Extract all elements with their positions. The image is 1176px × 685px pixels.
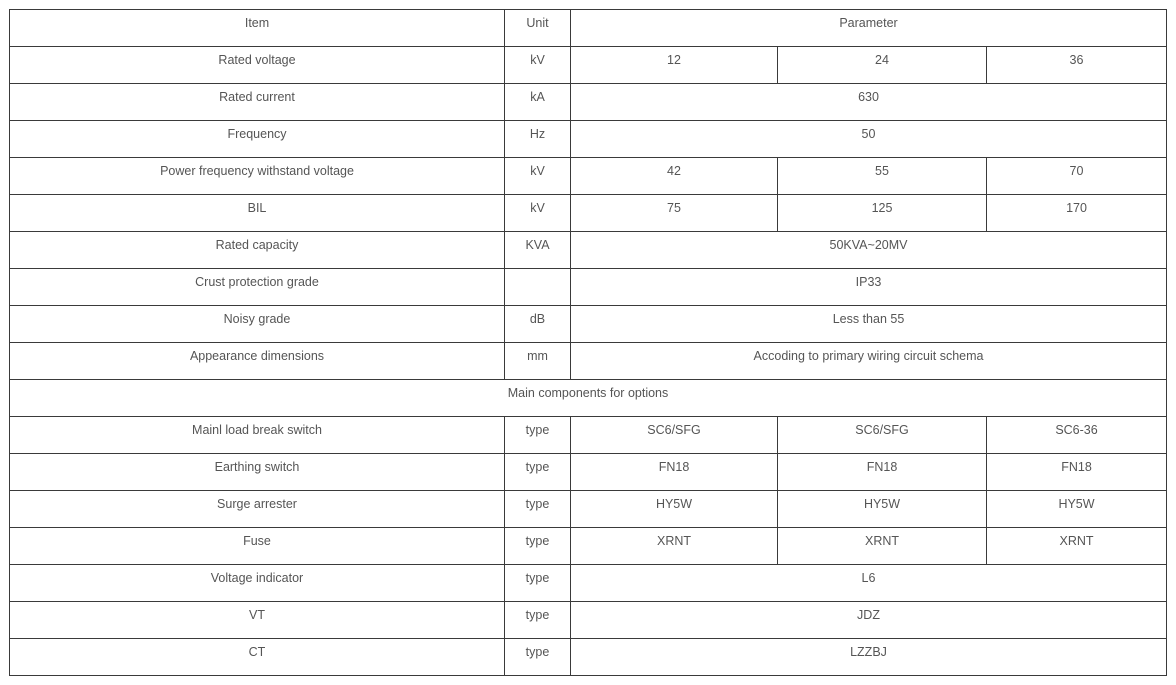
row-unit: type (525, 497, 550, 511)
table-row (10, 269, 1167, 306)
header-item: Item (244, 16, 270, 30)
row-item: Power frequency withstand voltage (160, 164, 354, 178)
row-item-cell (10, 195, 505, 232)
row-value-cell (987, 417, 1167, 454)
table-row (10, 528, 1167, 565)
row-unit: dB (529, 312, 546, 326)
row-item-cell (10, 84, 505, 121)
row-item: Rated voltage (218, 53, 296, 67)
row-item-cell (10, 343, 505, 380)
row-unit-cell (505, 47, 571, 84)
table-row (10, 602, 1167, 639)
row-item: Rated capacity (215, 238, 299, 252)
row-value: 75 (667, 201, 681, 215)
table-row (10, 639, 1167, 676)
row-value: SC6-36 (1055, 423, 1098, 437)
row-unit-cell (505, 343, 571, 380)
table-row (10, 306, 1167, 343)
row-item-cell (10, 121, 505, 158)
row-value: FN18 (658, 460, 690, 474)
table-row (10, 232, 1167, 269)
row-value-cell (571, 417, 778, 454)
row-item-cell (10, 417, 505, 454)
row-value-cell (778, 491, 987, 528)
row-item-cell (10, 602, 505, 639)
row-unit: KVA (525, 238, 550, 252)
row-value-cell (987, 454, 1167, 491)
row-value-cell (778, 417, 987, 454)
row-value-cell (778, 47, 987, 84)
row-item: Appearance dimensions (189, 349, 325, 363)
row-item-cell (10, 639, 505, 676)
row-value: JDZ (857, 608, 880, 622)
row-unit: mm (527, 349, 548, 363)
spec-table (9, 9, 1167, 676)
table-row (10, 491, 1167, 528)
row-unit: kV (530, 53, 545, 67)
row-value: 42 (667, 164, 681, 178)
row-item-cell (10, 528, 505, 565)
table-row (10, 343, 1167, 380)
row-value: Less than 55 (832, 312, 905, 326)
row-item-cell (10, 306, 505, 343)
row-value-cell (987, 528, 1167, 565)
row-unit: type (525, 460, 550, 474)
header-row (10, 10, 1167, 47)
row-item: Earthing switch (214, 460, 300, 474)
row-value: LZZBJ (850, 645, 887, 659)
row-unit-cell (505, 195, 571, 232)
row-value: 630 (858, 90, 879, 104)
row-value: 50 (861, 127, 876, 141)
row-value-cell (987, 158, 1167, 195)
row-item: Crust protection grade (195, 275, 319, 289)
row-value: HY5W (1058, 497, 1095, 511)
section-title-cell (10, 380, 1167, 417)
table-row (10, 417, 1167, 454)
row-unit: type (525, 571, 550, 585)
row-item: Noisy grade (223, 312, 291, 326)
row-value-cell (571, 528, 778, 565)
row-value: 170 (1066, 201, 1087, 215)
row-value-cell (571, 195, 778, 232)
row-value-cell (571, 158, 778, 195)
row-item-cell (10, 232, 505, 269)
row-value-cell (571, 232, 1167, 269)
row-unit-cell (505, 121, 571, 158)
row-unit-cell (505, 269, 571, 306)
row-value: 24 (875, 53, 889, 67)
row-item: Surge arrester (217, 497, 297, 511)
row-item: BIL (247, 201, 267, 215)
row-item: VT (249, 608, 265, 622)
row-item-cell (10, 454, 505, 491)
row-value: FN18 (1061, 460, 1092, 474)
row-unit: Hz (529, 127, 546, 141)
row-unit-cell (505, 528, 571, 565)
section-title: Main components for options (507, 386, 669, 400)
table-row (10, 121, 1167, 158)
row-unit: kV (530, 164, 545, 178)
row-value: Accoding to primary wiring circuit schema (753, 349, 984, 363)
row-value-cell (987, 195, 1167, 232)
row-value: XRNT (864, 534, 900, 548)
row-value: SC6/SFG (647, 423, 701, 437)
row-item: Rated current (219, 90, 295, 104)
header-parameter-cell (571, 10, 1167, 47)
row-value: 50KVA~20MV (829, 238, 908, 252)
row-unit: kA (530, 90, 545, 104)
row-value-cell (571, 602, 1167, 639)
header-item-cell (10, 10, 505, 47)
header-unit-cell (505, 10, 571, 47)
row-item: CT (248, 645, 266, 659)
row-unit-cell (505, 639, 571, 676)
table-row (10, 454, 1167, 491)
row-unit-cell (505, 417, 571, 454)
row-value: SC6/SFG (855, 423, 909, 437)
table-row (10, 195, 1167, 232)
row-value: 125 (871, 201, 893, 215)
row-value: 36 (1069, 53, 1084, 67)
section-row (10, 380, 1167, 417)
row-item: Frequency (227, 127, 287, 141)
row-value-cell (571, 269, 1167, 306)
row-unit-cell (505, 491, 571, 528)
row-unit-cell (505, 602, 571, 639)
row-value-cell (571, 84, 1167, 121)
row-value: FN18 (866, 460, 898, 474)
row-value-cell (778, 528, 987, 565)
row-value-cell (571, 454, 778, 491)
row-unit-cell (505, 158, 571, 195)
row-value-cell (571, 343, 1167, 380)
row-item: Voltage indicator (210, 571, 304, 585)
row-value-cell (987, 47, 1167, 84)
row-value: HY5W (655, 497, 693, 511)
row-item-cell (10, 47, 505, 84)
row-value-cell (778, 158, 987, 195)
row-value-cell (778, 454, 987, 491)
row-value: IP33 (855, 275, 882, 289)
row-value: XRNT (1059, 534, 1094, 548)
row-unit: type (525, 645, 550, 659)
row-item-cell (10, 491, 505, 528)
row-item: Fuse (243, 534, 271, 548)
row-item: Mainl load break switch (192, 423, 322, 437)
row-item-cell (10, 269, 505, 306)
header-parameter: Parameter (839, 16, 898, 30)
row-value-cell (571, 306, 1167, 343)
row-value-cell (778, 195, 987, 232)
row-value-cell (571, 491, 778, 528)
row-unit-cell (505, 306, 571, 343)
row-value: XRNT (656, 534, 692, 548)
row-item-cell (10, 158, 505, 195)
table-row (10, 47, 1167, 84)
header-unit: Unit (526, 16, 549, 30)
row-value: 55 (875, 164, 889, 178)
row-value-cell (987, 491, 1167, 528)
row-unit-cell (505, 454, 571, 491)
row-unit-cell (505, 232, 571, 269)
row-value: L6 (861, 571, 876, 585)
table-row (10, 84, 1167, 121)
row-unit: type (525, 534, 550, 548)
row-value: 70 (1069, 164, 1084, 178)
row-unit: type (525, 608, 550, 622)
row-value: 12 (667, 53, 681, 67)
row-unit: kV (530, 201, 545, 215)
row-value-cell (571, 565, 1167, 602)
row-value-cell (571, 47, 778, 84)
row-value-cell (571, 121, 1167, 158)
row-unit-cell (505, 84, 571, 121)
table-row (10, 158, 1167, 195)
row-unit-cell (505, 565, 571, 602)
row-value: HY5W (863, 497, 901, 511)
table-row (10, 565, 1167, 602)
row-item-cell (10, 565, 505, 602)
row-unit: type (525, 423, 550, 437)
row-value-cell (571, 639, 1167, 676)
